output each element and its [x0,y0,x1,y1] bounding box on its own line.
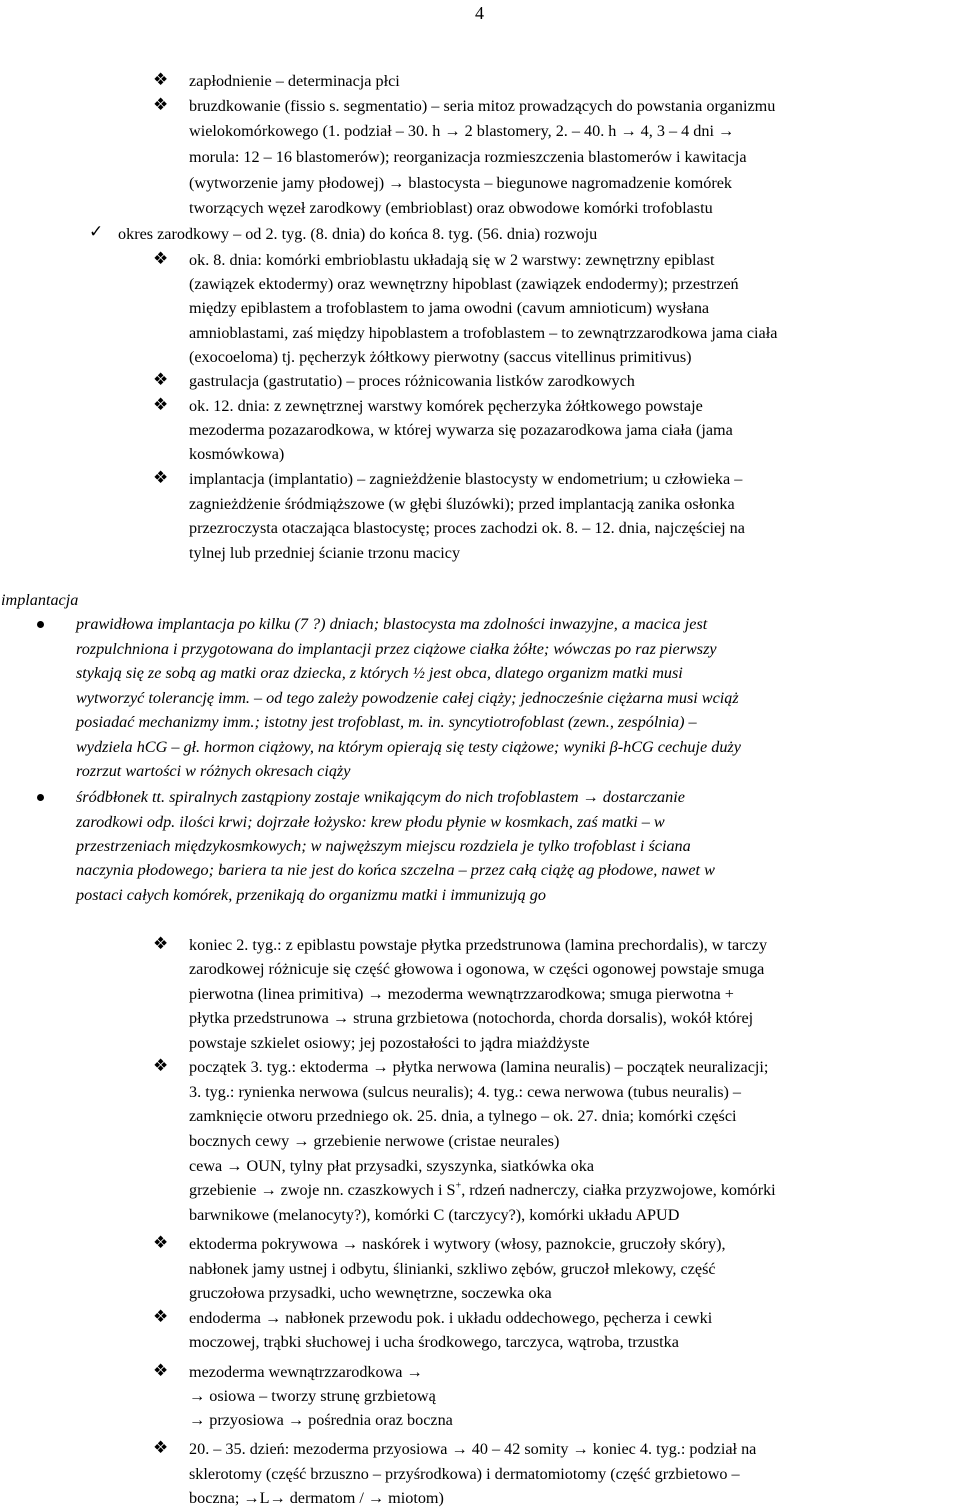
bullet-dot-icon [37,794,44,801]
block2-line: wydziela hCG – gł. hormon ciążowy, na którym opierają się testy ciążowe; wyniki β-hCG cechuje duży [76,738,741,756]
diamond-bullet-icon: ❖ [153,395,169,414]
block1-line: implantacja (implantatio) – zagnieżdżenie blastocysty w endometrium; u człowieka – [189,470,743,488]
diamond-bullet-icon: ❖ [153,370,169,389]
block3-line: zarodkowej różnicuje się część głowowa i ogonowa, w części ogonowej powstaje smuga [189,960,765,978]
diamond-bullet-icon: ❖ [153,95,169,114]
block1-line: ok. 12. dnia: z zewnętrznej warstwy komórek pęcherzyka żółtkowego powstaje [189,397,703,415]
diamond-bullet-icon: ❖ [153,1438,169,1457]
block3-line: bocznych cewy → grzebienie nerwowe (cristae neurales) [189,1132,560,1150]
block3-line: płytka przedstrunowa → struna grzbietowa (notochorda, chorda dorsalis), wokół której [189,1009,754,1027]
block1-line: zagnieżdżenie śródmiąższowe (w głębi śluzówki); przed implantacją zanika osłonka [189,495,735,513]
block3-line: powstaje szkielet osiowy; jej pozostałości to jądra miażdżyste [189,1034,590,1052]
block3-line: → przyosiowa → pośrednia oraz boczna [189,1411,453,1429]
block1-line: przezroczysta otaczająca blastocystę; proces zachodzi ok. 8. – 12. dnia, najczęściej na [189,519,745,537]
block3-line: grzebienie → zwoje nn. czaszkowych i S+, rdzeń nadnerczy, ciałka przyzwojowe, komórki [189,1180,776,1199]
diamond-bullet-icon: ❖ [153,468,169,487]
superscript-plus: + [455,1180,462,1192]
block1-line: tworzących węzeł zarodkowy (embrioblast) oraz obwodowe komórki trofoblastu [189,199,713,217]
block3-line: sklerotomy (część brzuszno – przyśrodkowa) i dermatomiotomy (część grzbietowo – [189,1465,740,1483]
diamond-bullet-icon: ❖ [153,1361,169,1380]
block3-line: początek 3. tyg.: ektoderma → płytka nerwowa (lamina neuralis) – początek neuralizacji; [189,1058,769,1076]
block3-line: gruczołowa przysadki, ucho wewnętrzne, soczewka oka [189,1284,552,1302]
block3-line: cewa → OUN, tylny płat przysadki, szyszynka, siatkówka oka [189,1157,595,1175]
block2-line: przestrzeniach międzykosmkowych; w najwęższym miejscu rozdziela je tylko trofoblast i ściana [76,837,691,855]
block1-line: gastrulacja (gastrutatio) – proces różnicowania listków zarodkowych [189,372,635,390]
block3-line: 20. – 35. dzień: mezoderma przyosiowa → 40 – 42 somity → koniec 4. tyg.: podział na [189,1440,757,1458]
diamond-bullet-icon: ❖ [153,934,169,953]
block3-line: moczowej, trąbki słuchowej i ucha środkowego, tarczyca, wątroba, trzustka [189,1333,679,1351]
block2-line: wytworzyć tolerancję imm. – od tego zależy powodzenie całej ciąży; jednocześnie ciężarna musi wciąż [76,689,739,707]
block1-line: (exocoeloma) tj. pęcherzyk żółtkowy pierwotny (saccus vitellinus primitivus) [189,348,692,366]
section-heading: implantacja [1,591,79,609]
block1-line: kosmówkowa) [189,445,285,463]
block1-line: (wytworzenie jamy płodowej) → blastocysta – biegunowe nagromadzenie komórek [189,174,733,192]
block3-line: zamknięcie otworu przedniego ok. 25. dnia, a tylnego – ok. 27. dnia; komórki części [189,1107,737,1125]
block3-line: nabłonek jamy ustnej i odbytu, śliniankі, szkliwo zębów, gruczoł mlekowy, część [189,1260,716,1278]
block1-line: tylnej lub przedniej ścianie trzonu macicy [189,544,461,562]
block1-line: okres zarodkowy – od 2. tyg. (8. dnia) do końca 8. tyg. (56. dnia) rozwoju [118,225,598,243]
block3-line: endoderma → nabłonek przewodu pok. i układu oddechowego, pęcherza i cewki [189,1309,713,1327]
check-icon: ✓ [89,222,104,241]
block3-line: → osiowa – tworzy strunę grzbietową [189,1387,436,1405]
block2-line: naczynia płodowego; bariera ta nie jest do końca szczelna – przez całą ciążę ag płodowe, nawet w [76,861,715,879]
block2-line: rozpulchniona i przygotowana do implantacji przez ciążowe ciałka żółte; wówczas po raz pierwszy [76,640,717,658]
block3-line: ektoderma pokrywowa → naskórek i wytwory (włosy, paznokcie, gruczoły skóry), [189,1235,726,1253]
block3-line: barwnikowe (melanocyty?), komórki C (tarczycy?), komórki układu APUD [189,1206,680,1224]
block2-line: stykają się ze sobą ag matki oraz dziecka, z których ½ jest obca, dlatego organizm matki musi [76,664,683,682]
diamond-bullet-icon: ❖ [153,1307,169,1326]
block1-line: amnioblastami, zaś między hipoblastem a trofoblastem – to zewnątrzzarodkowa jama ciała [189,324,778,342]
page-number: 4 [475,3,484,23]
block2-line: prawidłowa implantacja po kilku (7 ?) dniach; blastocysta ma zdolności inwazyjne, a macica jest [76,615,708,633]
diamond-bullet-icon: ❖ [153,1056,169,1075]
block3-line: pierwotna (linea primitiva) → mezoderma wewnątrzzarodkowa; smuga pierwotna + [189,985,734,1003]
block2-line: rozrzut wartości w różnych okresach ciąży [76,762,351,780]
block1-line: ok. 8. dnia: komórki embrioblastu układają się w 2 warstwy: zewnętrzny epiblast [189,251,715,269]
block2-line: postaci całych komórek, przenikają do organizmu matki i immunizują go [76,886,546,904]
block2-line: posiadać mechanizmy imm.; istotny jest trofoblast, m. in. syncytiotrofoblast (zewn., zespólnia) – [76,713,697,731]
diamond-bullet-icon: ❖ [153,249,169,268]
block3-line: boczna; →L→ dermatom / → miotom) [189,1489,444,1507]
block3-line: mezoderma wewnątrzzarodkowa → [189,1363,423,1381]
diamond-bullet-icon: ❖ [153,1233,169,1252]
bullet-dot-icon [37,621,44,628]
block3-line: 3. tyg.: rynienka nerwowa (sulcus neuralis); 4. tyg.: cewa nerwowa (tubus neuralis) – [189,1083,742,1101]
block1-line: zapłodnienie – determinacja płci [189,72,400,90]
block1-line: mezoderma pozazarodkowa, w której wywarza się pozazarodkowa jama ciała (jama [189,421,733,439]
block2-line: śródbłonek tt. spiralnych zastąpiony zostaje wnikającym do nich trofoblastem → dostarczanie [76,788,685,806]
block1-line: wielokomórkowego (1. podział – 30. h → 2 blastomery, 2. – 40. h → 4, 3 – 4 dni → [189,122,735,140]
block2-line: zarodkowi odp. ilości krwi; dojrzałe łożysko: krew płodu płynie w kosmkach, zaś matki – w [76,813,665,831]
block1-line: bruzdkowanie (fissio s. segmentatio) – seria mitoz prowadzących do powstania organizmu [189,97,776,115]
diamond-bullet-icon: ❖ [153,70,169,89]
block1-line: między epiblastem a trofoblastem to jama owodni (cavum amnioticum) wysłana [189,299,710,317]
block3-line: koniec 2. tyg.: z epiblastu powstaje płytka przedstrunowa (lamina prechordalis), w tarczy [189,936,768,954]
block1-line: (zawiązek ektodermy) oraz wewnętrzny hipoblast (zawiązek endodermy); przestrzeń [189,275,739,293]
block1-line: morula: 12 – 16 blastomerów); reorganizacja rozmieszczenia blastomerów i kawitacja [189,148,747,166]
